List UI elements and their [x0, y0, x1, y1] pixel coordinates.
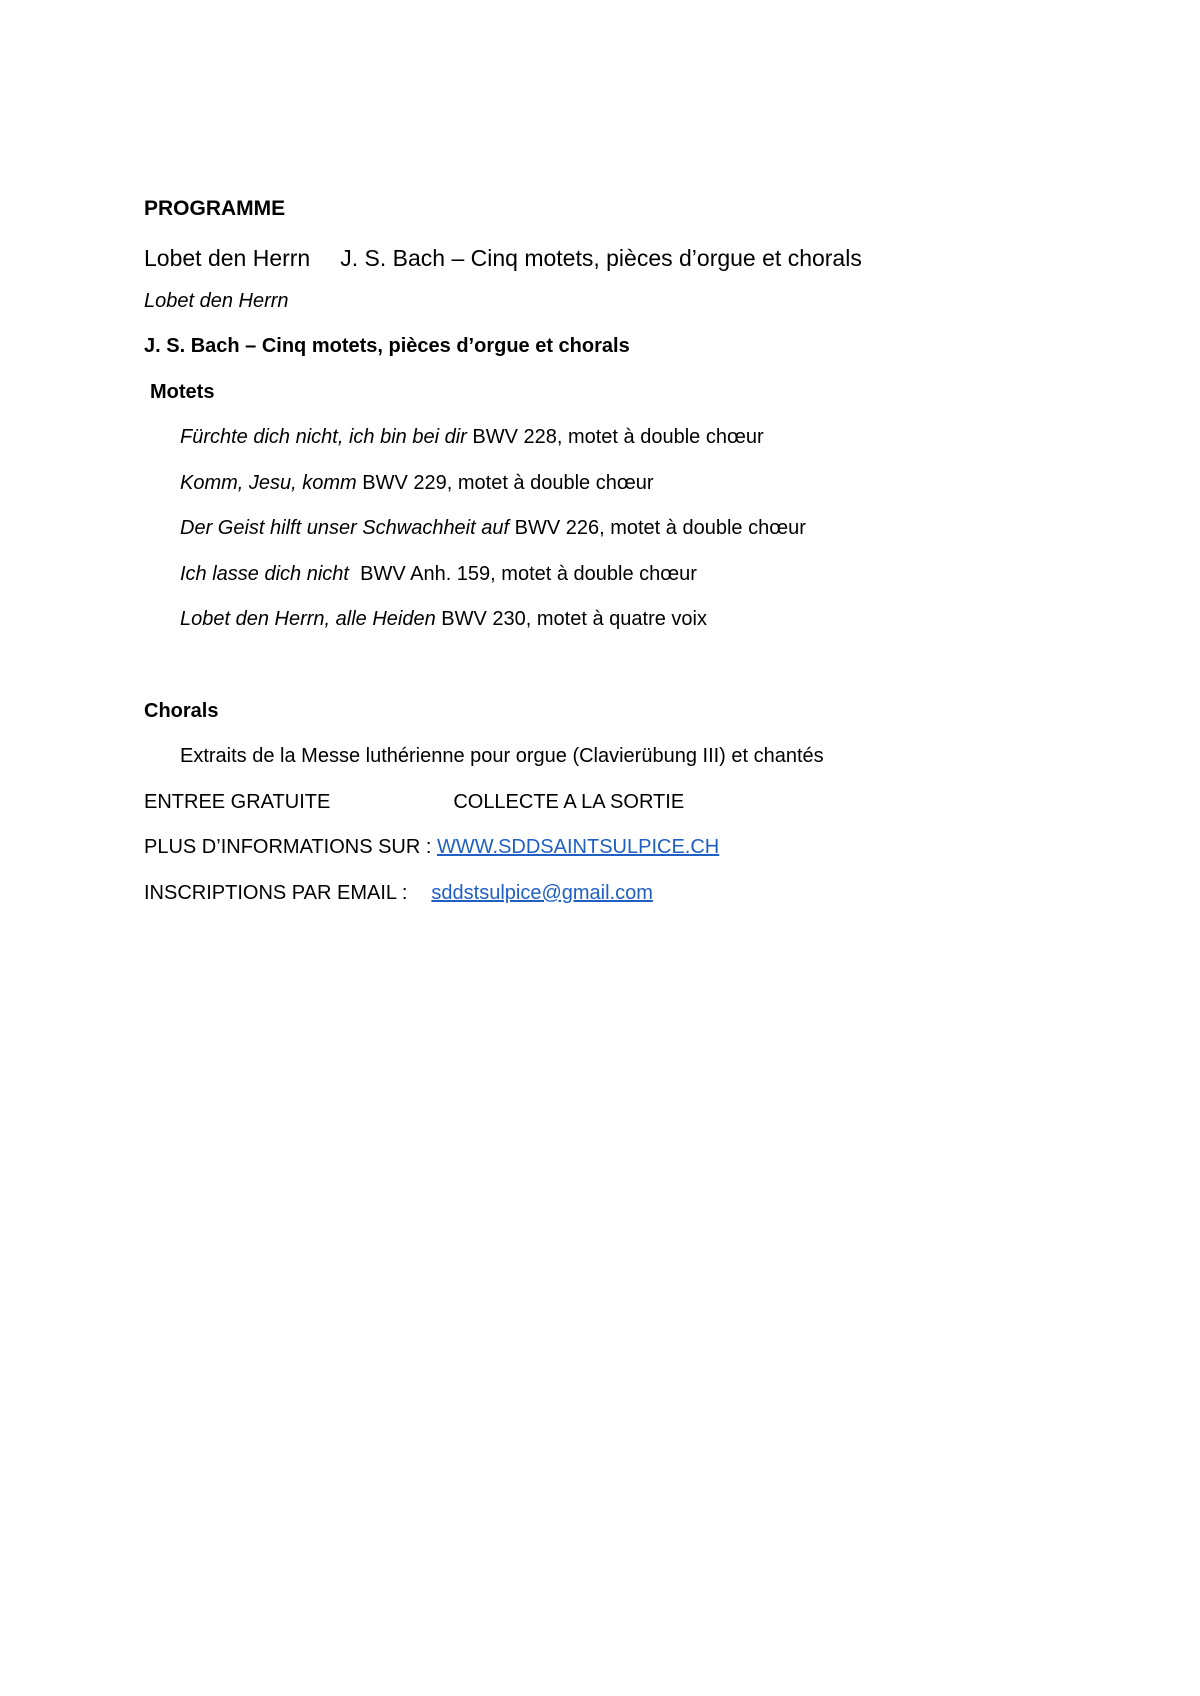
list-item [180, 561, 697, 587]
motet-detail: BWV 226, motet à double chœur [509, 517, 806, 539]
motet-detail: BWV 230, motet à quatre voix [435, 608, 707, 630]
chorals-text: Extraits de la Messe luthérienne pour orgue (Clavierübung III) et chantés [180, 745, 824, 767]
motet-title: Fürchte dich nicht, ich bin bei dir [180, 426, 467, 448]
list-item [180, 606, 707, 632]
info-label: PLUS D’INFORMATIONS SUR : [144, 836, 437, 858]
email-label: INSCRIPTIONS PAR EMAIL : [144, 882, 408, 904]
programme-header-line [144, 243, 862, 273]
header-left: Lobet den Herrn [144, 245, 311, 271]
motet-detail: BWV 229, motet à double chœur [356, 472, 654, 494]
email-link[interactable]: sddstsulpice@gmail.com [431, 882, 653, 904]
subtitle-italic: Lobet den Herrn [144, 290, 289, 312]
list-item [180, 515, 806, 541]
subtitle-bold: J. S. Bach – Cinq motets, pièces d’orgue et chorals [144, 335, 630, 357]
motet-title: Ich lasse dich nicht [180, 563, 349, 585]
entree-label: ENTREE GRATUITE [144, 791, 331, 813]
email-line [144, 880, 653, 906]
motet-title: Komm, Jesu, komm [180, 472, 357, 494]
entry-line [144, 789, 684, 815]
info-line [144, 834, 719, 860]
list-item [180, 424, 764, 450]
list-item [180, 470, 654, 496]
motet-title: Lobet den Herrn, alle Heiden [180, 608, 436, 630]
collecte-label: COLLECTE A LA SORTIE [453, 791, 685, 813]
header-right: J. S. Bach – Cinq motets, pièces d’orgue et chorals [340, 245, 862, 271]
chorals-heading: Chorals [144, 700, 219, 722]
motet-detail: BWV Anh. 159, motet à double chœur [348, 563, 697, 585]
programme-title: PROGRAMME [144, 197, 286, 220]
website-link[interactable]: WWW.SDDSAINTSULPICE.CH [437, 836, 720, 858]
motets-heading: Motets [150, 381, 215, 403]
motet-title: Der Geist hilft unser Schwachheit auf [180, 517, 510, 539]
motet-detail: BWV 228, motet à double chœur [466, 426, 764, 448]
